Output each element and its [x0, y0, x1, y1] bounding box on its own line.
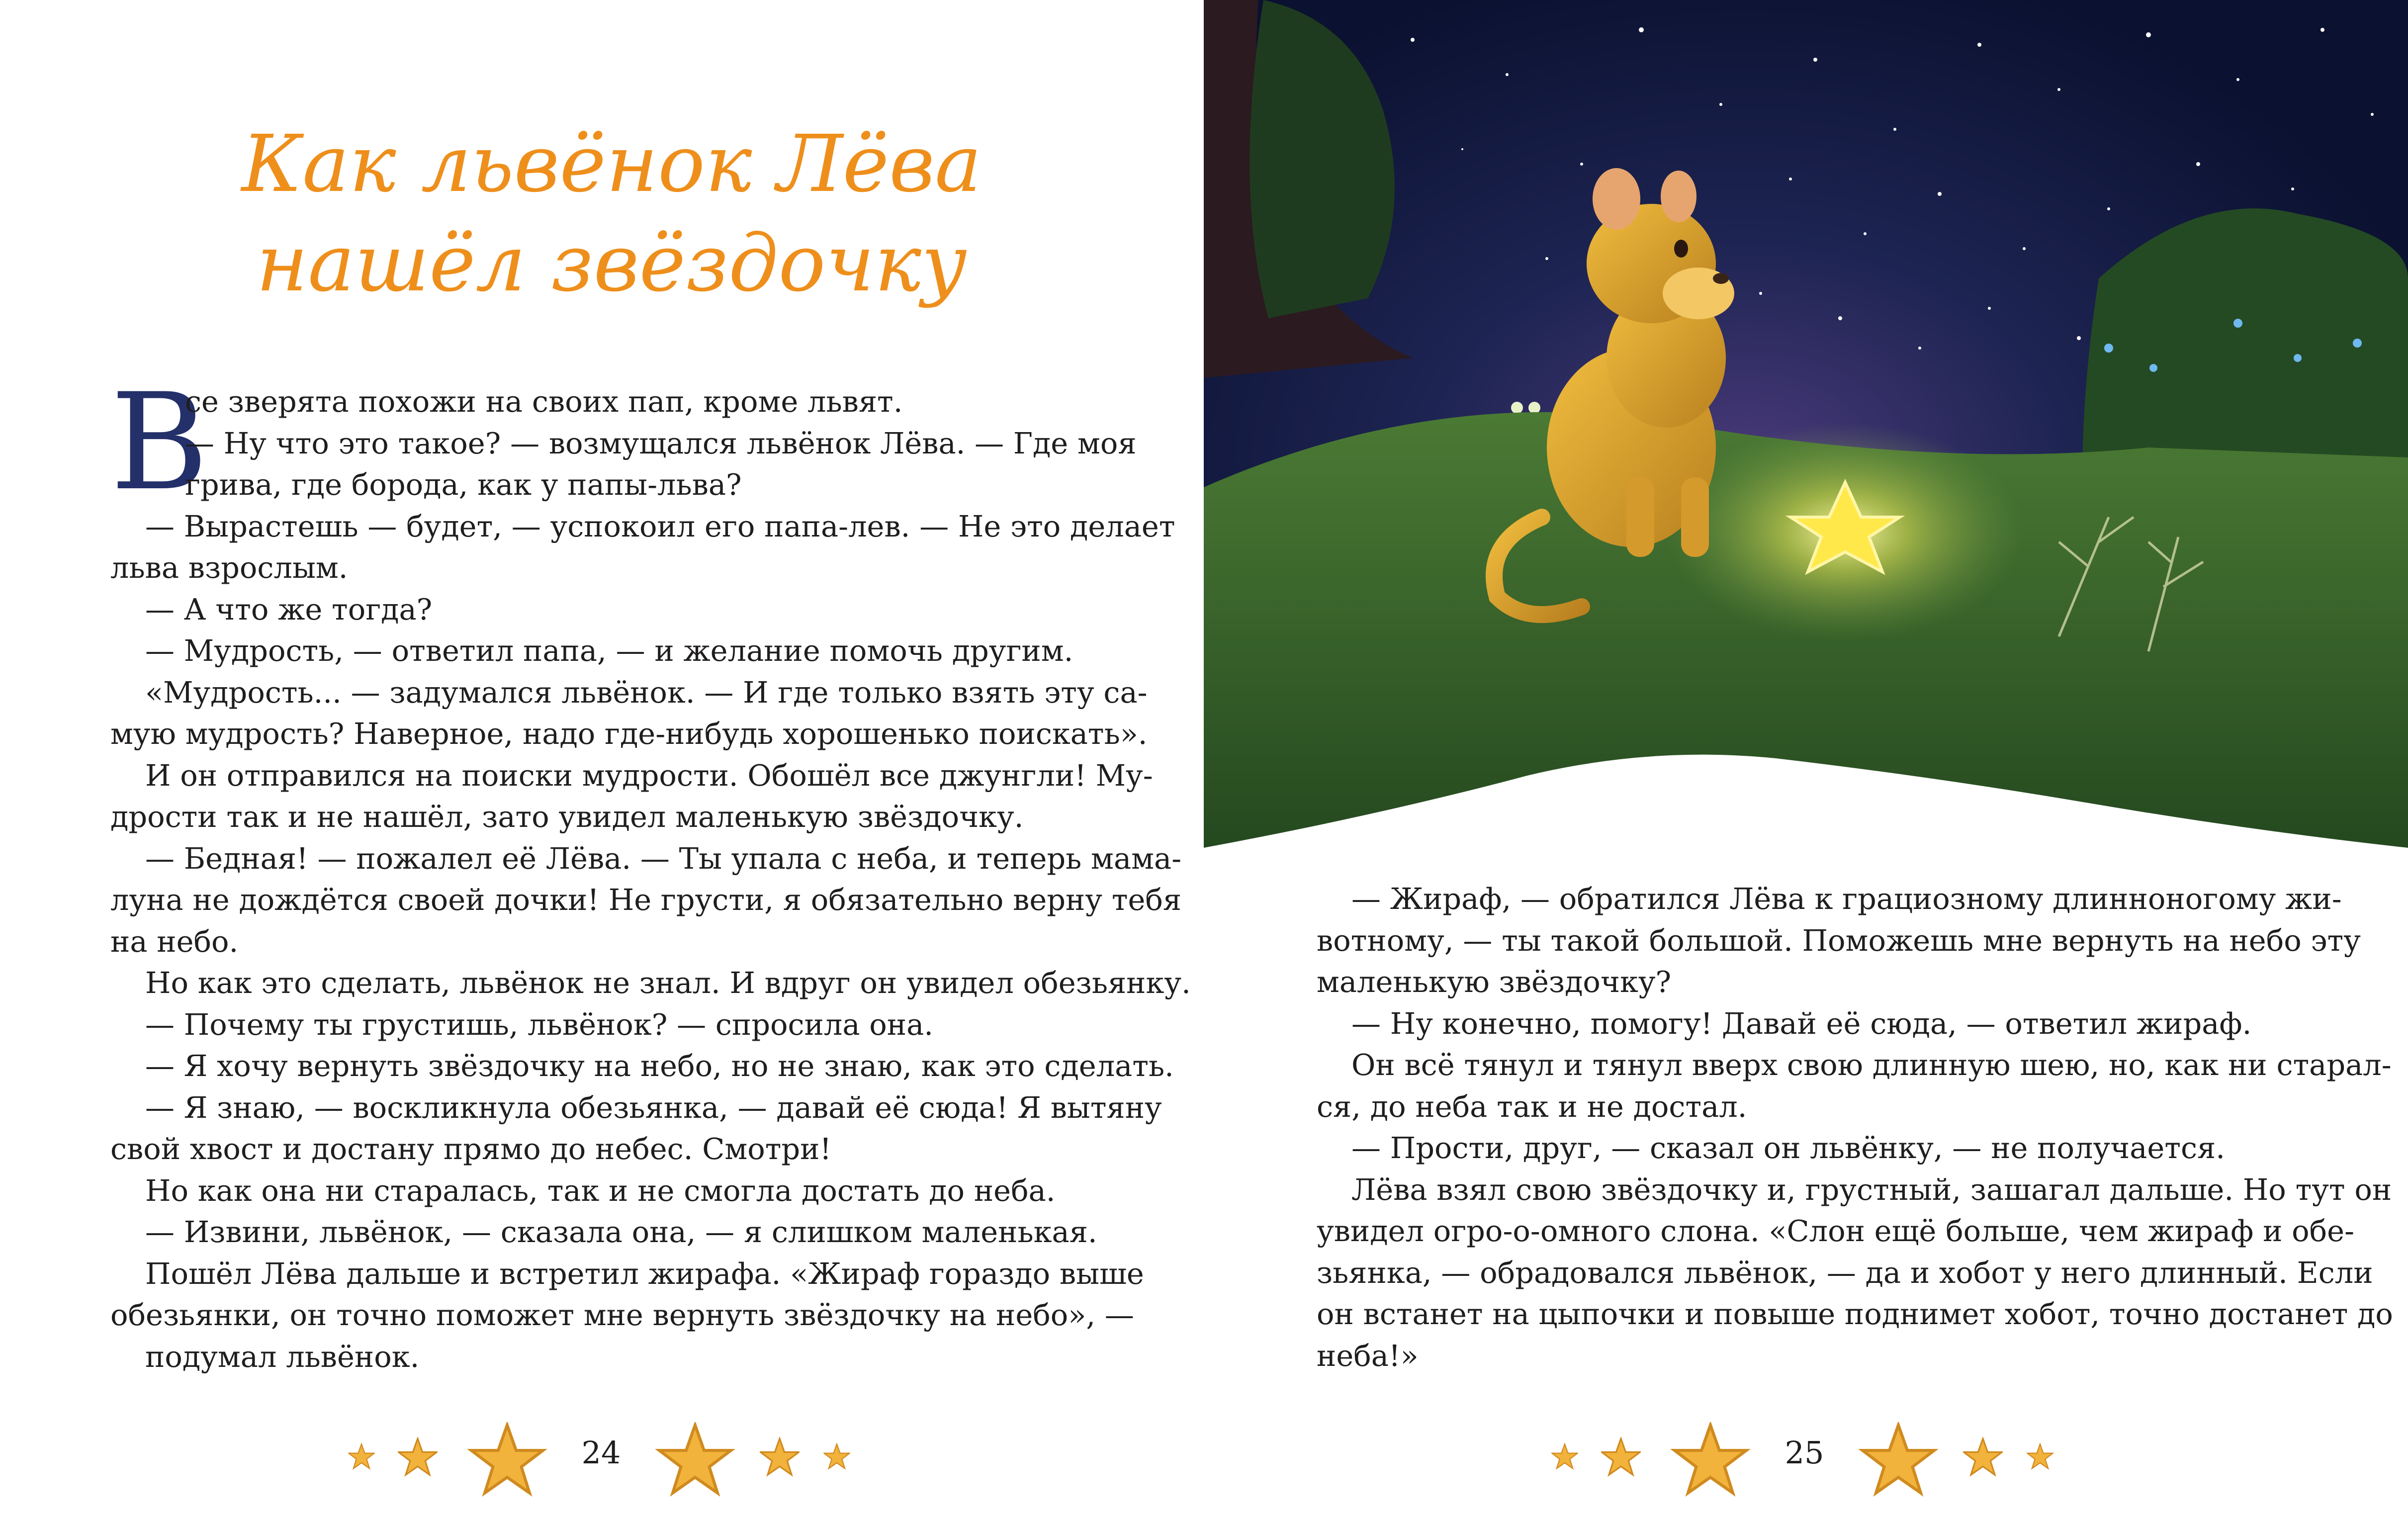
star-icon-large	[1859, 1422, 1938, 1497]
text-line: — Почему ты грустишь, львёнок? — спросила она.	[145, 1007, 934, 1042]
page-right	[1204, 0, 2408, 1527]
page-footer-left	[343, 1422, 870, 1487]
text-line: — А что же тогда?	[145, 592, 433, 627]
text-line: Лёва взял свою звёздочку и, грустный, зашагал дальше. Но тут он	[1351, 1172, 2392, 1207]
text-line: ся, до неба так и не достал.	[1317, 1089, 1747, 1124]
text-line: Он всё тянул и тянул вверх свою длинную шею, но, как ни старал-	[1351, 1048, 2392, 1082]
text-line: «Мудрость... — задумался львёнок. — И где только взять эту са-	[145, 675, 1148, 710]
text-line: на небо.	[110, 924, 239, 959]
star-icon-large	[655, 1422, 735, 1497]
star-icon-small	[1551, 1443, 1578, 1470]
text-line: маленькую звёздочку?	[1317, 965, 1672, 999]
text-line: — Вырастешь — будет, — успокоил его папа-лев. — Не это делает	[145, 509, 1175, 543]
text-line: Но как это сделать, львёнок не знал. И вдруг он увидел обезьянку.	[145, 966, 1191, 1000]
text-line: увидел огро-о-омного слона. «Слон ещё больше, чем жираф и обе-	[1317, 1214, 2355, 1248]
text-line: вотному, — ты такой большой. Поможешь мне вернуть на небо эту	[1317, 923, 2361, 958]
text-line: — Бедная! — пожалел её Лёва. — Ты упала с неба, и теперь мама-	[145, 841, 1182, 876]
text-line: — Я хочу вернуть звёздочку на небо, но не знаю, как это сделать.	[145, 1049, 1174, 1083]
text-line: И он отправился на поиски мудрости. Обошёл все джунгли! Му-	[145, 758, 1153, 793]
text-line: луна не дождётся своей дочки! Не грусти, я обязательно верну тебя	[110, 883, 1182, 917]
page-number: 24	[581, 1435, 621, 1471]
text-line: мую мудрость? Наверное, надо где-нибудь хорошенько поискать».	[110, 717, 1148, 751]
star-icon-large	[1671, 1422, 1750, 1497]
hidden-eyes	[1511, 402, 1523, 414]
text-line: обезьянки, он точно поможет мне вернуть звёздочку на небо», —	[110, 1298, 1134, 1332]
text-line: — Прости, друг, — сказал он львёнку, — не получается.	[1351, 1131, 2225, 1165]
text-line: Пошёл Лёва дальше и встретил жирафа. «Жираф гораздо выше	[145, 1256, 1144, 1291]
star-icon-medium	[1601, 1437, 1641, 1477]
text-line: — Мудрость, — ответил папа, — и желание помочь другим.	[145, 633, 1073, 668]
star-icon-medium	[398, 1437, 438, 1477]
star-icon-small	[823, 1443, 850, 1470]
star-icon-large	[467, 1422, 547, 1497]
star-icon-medium	[1963, 1437, 2003, 1477]
text-line: — Ну конечно, помогу! Давай её сюда, — ответил жираф.	[1351, 1006, 2252, 1041]
text-line: се зверята похожи на своих пап, кроме львят.	[185, 384, 903, 419]
left-page-text	[110, 381, 1191, 1377]
text-line: льва взрослым.	[110, 550, 348, 585]
text-line: неба!»	[1317, 1338, 1419, 1373]
night-scene-illustration	[1204, 0, 2408, 855]
text-line: грива, где борода, как у папы-льва?	[185, 467, 742, 502]
text-line: — Жираф, — обратился Лёва к грациозному длинноногому жи-	[1351, 882, 2342, 916]
page-footer-right	[1546, 1422, 2073, 1487]
text-line: он встанет на цыпочки и повыше поднимет хобот, точно достанет до	[1317, 1297, 2393, 1331]
story-title-line-1: Как львёнок Лёва	[241, 118, 982, 210]
story-title	[189, 114, 1034, 313]
text-line: — Я знаю, — воскликнула обезьянка, — давай её сюда! Я вытяну	[145, 1090, 1162, 1125]
star-icon-medium	[760, 1437, 800, 1477]
story-title-line-2: нашёл звёздочку	[256, 218, 967, 309]
text-line: дрости так и не нашёл, зато увидел маленькую звёздочку.	[110, 800, 1024, 834]
text-line: свой хвост и достану прямо до небес. Смотри!	[110, 1132, 832, 1166]
star-icon-small	[2027, 1443, 2053, 1470]
right-page-text	[1317, 878, 2393, 1376]
text-line: Но как она ни старалась, так и не смогла достать до неба.	[145, 1173, 1056, 1208]
text-line: — Ну что это такое? — возмущался львёнок Лёва. — Где моя	[185, 426, 1137, 460]
drop-cap: В	[110, 365, 208, 520]
star-icon-small	[348, 1443, 375, 1470]
text-line: подумал львёнок.	[145, 1339, 420, 1374]
page-number: 25	[1784, 1435, 1824, 1471]
text-line: зьянка, — обрадовался львёнок, — да и хобот у него длинный. Если	[1317, 1255, 2373, 1290]
text-line: — Извини, львёнок, — сказала она, — я слишком маленькая.	[145, 1215, 1097, 1249]
